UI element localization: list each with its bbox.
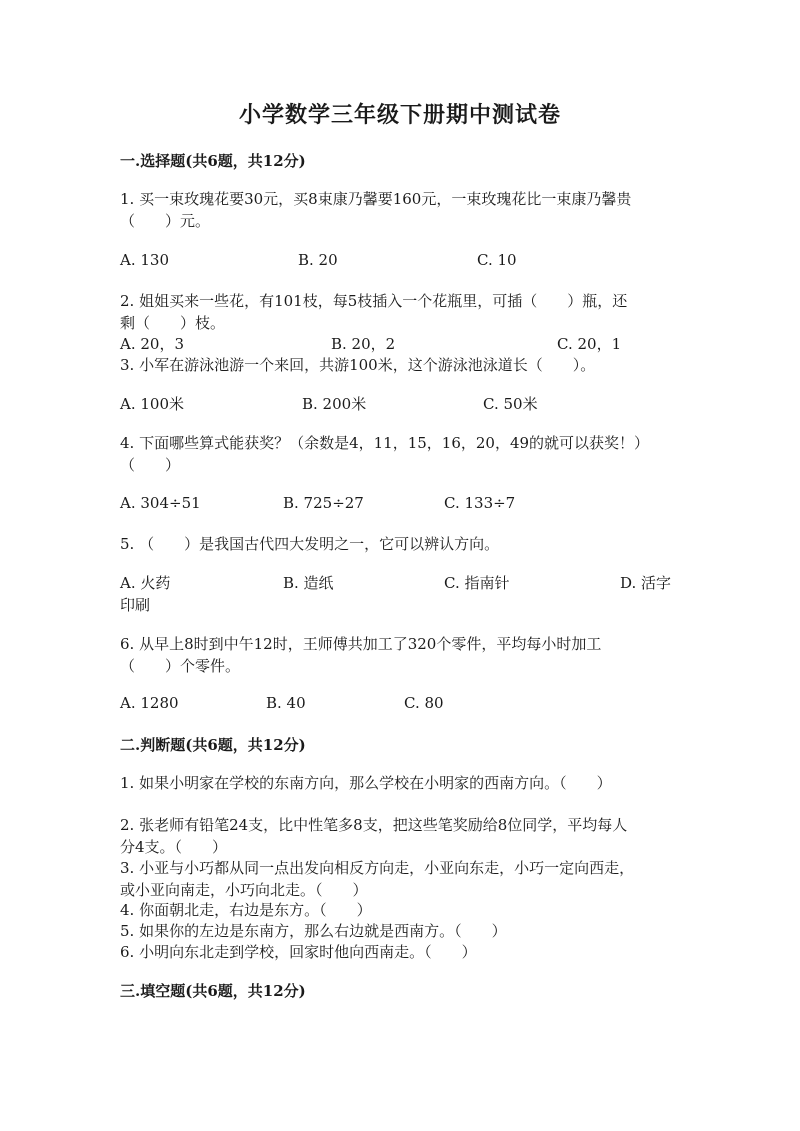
- option-a: A. 304÷51: [120, 494, 201, 512]
- section-heading-fill: 三.填空题(共6题，共12分): [120, 982, 306, 1000]
- option-a: A. 130: [120, 251, 169, 269]
- exam-title: 小学数学三年级下册期中测试卷: [238, 102, 561, 128]
- option-c: C. 133÷7: [444, 494, 516, 512]
- option-b: B. 20: [298, 251, 338, 269]
- question-text: 5. （ ）是我国古代四大发明之一，它可以辨认方向。: [120, 535, 500, 553]
- option-c: C. 指南针: [444, 574, 510, 592]
- option-d: D. 活字: [620, 574, 672, 592]
- option-b: B. 200米: [302, 395, 367, 413]
- option-a: A. 100米: [120, 395, 184, 413]
- option-c: C. 50米: [483, 395, 538, 413]
- question-text: 2. 张老师有铅笔24支，比中性笔多8支，把这些笔奖励给8位同学，平均每人: [120, 816, 628, 834]
- question-text: 分4支。（ ）: [120, 838, 228, 856]
- option-b: B. 725÷27: [283, 494, 364, 512]
- option-b: B. 40: [266, 694, 306, 712]
- section-heading-choice: 一.选择题(共6题，共12分): [120, 152, 306, 170]
- question-text: 2. 姐姐买来一些花，有101枝，每5枝插入一个花瓶里，可插（ ）瓶，还: [120, 292, 628, 310]
- question-text: 或小亚向南走，小巧向北走。（ ）: [120, 881, 368, 899]
- option-a: A. 1280: [120, 694, 179, 712]
- question-text: 3. 小军在游泳池游一个来回，共游100米，这个游泳池泳道长（ ）。: [120, 356, 596, 374]
- question-text: 6. 从早上8时到中午12时，王师傅共加工了320个零件，平均每小时加工: [120, 635, 602, 653]
- option-a: A. 火药: [120, 574, 171, 592]
- option-c: C. 20，1: [557, 335, 622, 353]
- question-text: 3. 小亚与小巧都从同一点出发向相反方向走，小亚向东走，小巧一定向西走，: [120, 859, 635, 877]
- option-c: C. 10: [477, 251, 517, 269]
- question-text: 4. 你面朝北走，右边是东方。（ ）: [120, 901, 372, 919]
- question-text: （ ）个零件。: [120, 657, 241, 675]
- option-d-continued: 印刷: [120, 596, 151, 614]
- question-text: 1. 买一束玫瑰花要30元，买8束康乃馨要160元，一束玫瑰花比一束康乃馨贵: [120, 190, 632, 208]
- section-heading-judge: 二.判断题(共6题，共12分): [120, 736, 306, 754]
- option-a: A. 20，3: [120, 335, 184, 353]
- question-text: 5. 如果你的左边是东南方，那么右边就是西南方。（ ）: [120, 922, 507, 940]
- option-b: B. 造纸: [283, 574, 334, 592]
- option-b: B. 20，2: [331, 335, 396, 353]
- question-text: （ ）: [120, 456, 181, 474]
- question-text: 1. 如果小明家在学校的东南方向，那么学校在小明家的西南方向。（ ）: [120, 774, 612, 792]
- question-text: 4. 下面哪些算式能获奖？（余数是4，11，15，16，20，49的就可以获奖！）: [120, 434, 650, 452]
- question-text: （ ）元。: [120, 212, 211, 230]
- question-text: 剩（ ）枝。: [120, 314, 226, 332]
- question-text: 6. 小明向东北走到学校，回家时他向西南走。（ ）: [120, 943, 477, 961]
- option-c: C. 80: [404, 694, 444, 712]
